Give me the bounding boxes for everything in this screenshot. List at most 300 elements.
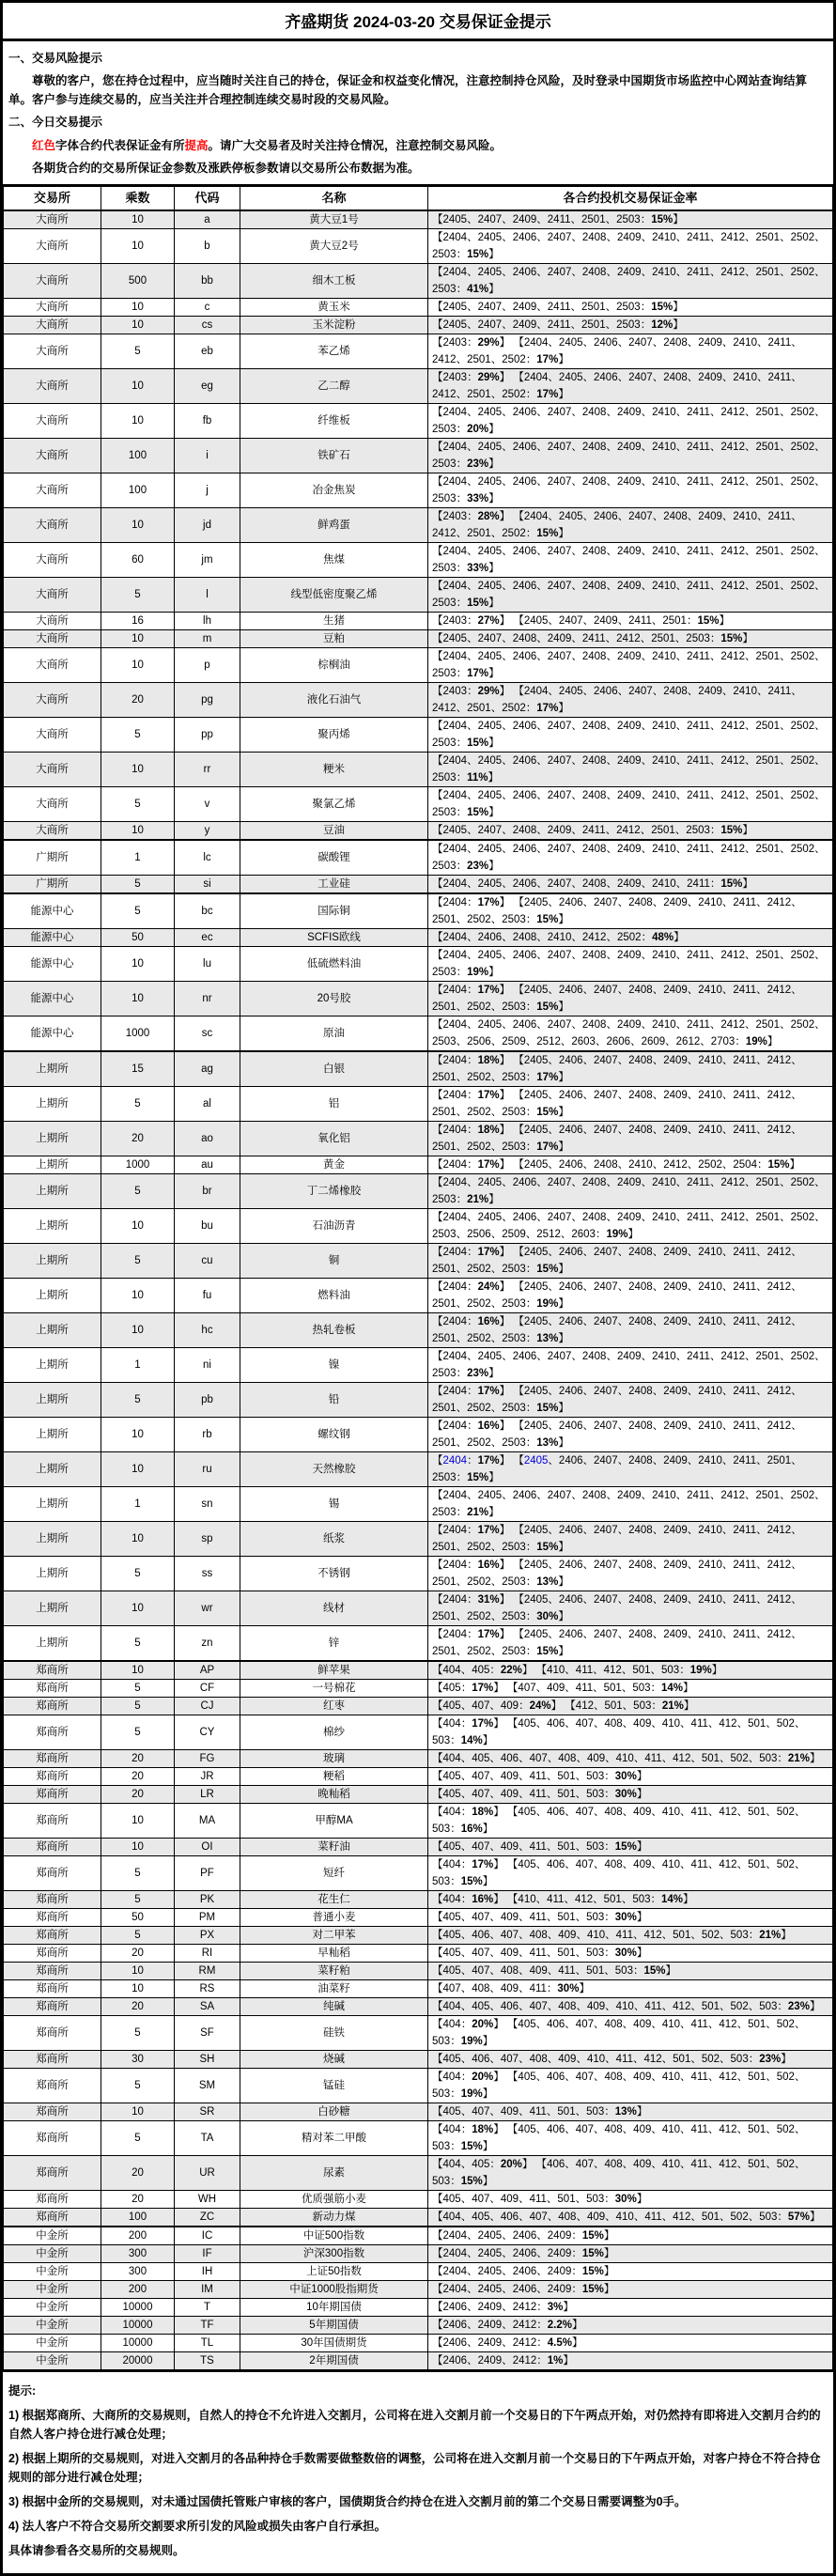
contract-month: 409 [558,2054,577,2066]
margin-rate-value: 13% [536,1437,559,1450]
contract-month: 2407 [547,476,572,489]
contract-month: 405 [442,1948,461,1960]
margin-rate-value: 15% [460,1876,483,1888]
margin-rates-cell: 【2404：17%】 【2405、2406、2407、2408、2409、2410、2411、2412、2501、2502、2503：15%】 [428,1522,833,1557]
contract-month: 405 [442,2054,461,2066]
name-cell: 沪深300指数 [240,2245,428,2263]
name-cell: 燃料油 [240,1279,428,1313]
contract-month: 501 [586,1965,605,1978]
contract-month: 407 [575,1718,594,1730]
contract-month: 405 [472,2211,490,2224]
contract-month: 2407 [594,1629,618,1641]
multiplier-cell: 10 [101,630,175,648]
contract-month: 501 [748,2019,766,2031]
margin-rate-value: 13% [614,2106,637,2118]
table-row [4,630,833,648]
contract-month: 2502 [467,1542,491,1554]
contract-month: 2410 [698,1594,722,1606]
contract-month: 2501 [432,914,457,926]
contract-month: 2502 [467,1646,491,1658]
contract-month: 407 [472,1948,490,1960]
contract-month: 406 [472,2054,490,2066]
contract-month: 411 [690,2019,708,2031]
contract-month: 2405 [558,372,583,384]
contract-month: 501 [748,1718,766,1730]
contract-month: 409 [500,1771,519,1783]
margin-rate-value: 15% [460,2176,483,2188]
contract-month: 2408 [628,1247,653,1259]
margin-rates-cell: 【404：20%】 【405、406、407、408、409、410、411、412、501、502、503：19%】 [428,2069,833,2103]
margin-rate-value: 3% [547,2302,564,2314]
table-row [4,2121,833,2156]
contract-month: 2407 [547,755,572,768]
contract-month: 2501 [467,389,491,401]
table-row [4,473,833,508]
contract-month: 2404 [442,476,468,489]
contract-month: 2409 [616,476,642,489]
contract-month: 2412 [512,2320,537,2332]
multiplier-cell: 10 [101,1313,175,1348]
column-header-name: 名称 [240,186,428,211]
multiplier-cell: 5 [101,1557,175,1591]
code-cell: fu [175,1279,240,1313]
contract-month: 2501 [755,790,781,802]
contract-month: 2412 [432,528,457,540]
code-cell: OI [175,1839,240,1856]
contract-month: 2412 [432,389,457,401]
code-cell: y [175,822,240,841]
margin-rate-value: 20% [467,424,489,436]
contract-month: 2503 [502,1298,526,1311]
contract-month: 501 [557,1912,576,1924]
contract-month: 411 [615,2054,633,2066]
contract-month: 407 [575,2159,594,2171]
contract-month: 2503 [432,284,457,296]
margin-rate-value: 15% [720,633,743,645]
contract-month: 2409 [616,1351,642,1363]
exchange-cell: 大商所 [4,787,101,822]
multiplier-cell: 30 [101,2051,175,2069]
contract-month: 2502 [502,528,526,540]
table-row [4,1348,833,1383]
contract-month: 2405 [523,615,549,628]
contract-month: 2501 [755,651,781,663]
multiplier-cell: 10 [101,1279,175,1313]
contract-month: 407 [500,1930,519,1942]
multiplier-cell: 10 [101,229,175,264]
contract-month: 407 [575,2019,594,2031]
multiplier-cell: 20 [101,1750,175,1768]
contract-month: 2406 [512,1019,537,1032]
contract-month: 2409 [547,633,572,645]
multiplier-cell: 5 [101,1856,175,1891]
contract-month: 2503 [432,772,457,784]
multiplier-cell: 5 [101,1087,175,1122]
margin-rate-value: 15% [767,1159,790,1172]
contract-month: 2411 [733,1055,757,1067]
margin-rates-cell: 【2405、2407、2408、2409、2411、2412、2501、2503：15%】 [428,822,833,841]
contract-month: 2412 [766,1594,792,1606]
exchange-cell: 中金所 [4,2352,101,2371]
margin-rate-value: 15% [536,1264,559,1276]
contract-month: 2406 [558,1316,583,1328]
multiplier-cell: 10 [101,753,175,787]
contract-month: 2404 [442,1212,468,1224]
contract-month: 2411 [687,755,710,768]
exchange-cell: 郑商所 [4,1661,101,1680]
table-row [4,2227,833,2245]
margin-rates-cell: 【2405、2407、2409、2411、2501、2503：15%】 [428,299,833,317]
exchange-cell: 大商所 [4,299,101,317]
contract-month: 2410 [652,1490,676,1502]
margin-rate-value: 30% [614,1912,637,1924]
margin-rate-value: 15% [536,1542,559,1554]
contract-month: 2405 [477,442,503,454]
contract-month: 2501 [755,721,781,733]
exchange-cell: 上期所 [4,1279,101,1313]
contract-month: 2501 [467,703,491,715]
exchange-cell: 郑商所 [4,2156,101,2191]
margin-rate-value: 15% [720,878,743,891]
contract-month: 2408 [512,633,537,645]
contract-month: 2410 [652,950,676,962]
contract-month: 2407 [628,686,653,698]
multiplier-cell: 10 [101,1963,175,1980]
contract-month: 2411 [687,1212,710,1224]
contract-month: 2404 [523,511,549,523]
multiplier-cell: 10 [101,1661,175,1680]
multiplier-cell: 1 [101,1487,175,1522]
margin-rates-cell: 【2404：17%】 【2405、2406、2407、2408、2409、2410、2411、2412、2501、2502、2503：15%】 [428,893,833,929]
contract-month: 406 [472,1930,490,1942]
multiplier-cell: 300 [101,2245,175,2263]
contract-month: 502 [730,1753,749,1765]
code-cell: RS [175,1980,240,1998]
code-cell: T [175,2299,240,2317]
margin-rates-cell: 【2403：29%】 【2404、2405、2406、2407、2408、2409、2410、2411、2412、2501、2502：17%】 [428,369,833,404]
contract-month: 2411 [687,790,710,802]
contract-month: 407 [529,2211,548,2224]
contract-month: 2703 [710,1036,735,1048]
contract-month: 2405 [477,2248,503,2260]
contract-month: 2406 [594,372,618,384]
contract-month: 503 [614,1965,633,1978]
contract-month: 2410 [698,897,722,909]
contract-month: 2410 [698,1125,722,1137]
contract-month: 2406 [512,1351,537,1363]
contract-month: 408 [604,2159,623,2171]
contract-month: 2503 [502,914,526,926]
contract-month: 503 [432,1823,451,1836]
contract-month: 2404 [442,1281,468,1294]
contract-month: 501 [748,2072,766,2084]
contract-month: 407 [472,2106,490,2118]
contract-month: 408 [604,2072,623,2084]
margin-rate-value: 15% [581,2230,604,2242]
contract-month: 410 [661,2124,681,2136]
table-row [4,1909,833,1927]
name-cell: 晚籼稻 [240,1786,428,1804]
code-cell: PX [175,1927,240,1945]
margin-rates-cell: 【407、408、409、411：30%】 [428,1980,833,1998]
name-cell: 冶金焦炭 [240,473,428,508]
contract-month: 409 [500,1700,519,1713]
margin-rate-value: 21% [661,1700,684,1713]
name-cell: 烧碱 [240,2051,428,2069]
contract-month: 501 [603,1683,622,1695]
contract-month: 410 [547,1665,565,1677]
contract-month: 2406 [558,1455,583,1467]
margin-rates-cell: 【2404、2405、2406、2407、2408、2409、2410、2411、2412、2501、2502、2503：41%】 [428,264,833,299]
margin-rate-value: 15% [651,302,673,314]
contract-month: 2407 [547,546,572,558]
contract-month: 2409 [663,1090,688,1102]
contract-month: 2407 [594,1525,618,1537]
code-cell: bc [175,893,240,929]
contract-month: 2410 [652,755,676,768]
contract-month: 2411 [733,1386,757,1398]
contract-month: 2406 [512,546,537,558]
contract-month: 2407 [628,337,653,349]
contract-month: 405 [442,1841,461,1854]
contract-month: 2410 [698,1455,722,1467]
name-cell: 不锈钢 [240,1557,428,1591]
contract-month: 412 [673,1753,691,1765]
name-cell: 黄大豆2号 [240,229,428,264]
contract-month: 501 [557,1771,576,1783]
margin-rate-value: 30% [614,1789,637,1801]
contract-month: 2408 [581,476,607,489]
contract-month: 2405 [523,1386,549,1398]
multiplier-cell: 15 [101,1051,175,1087]
multiplier-cell: 20 [101,683,175,718]
contract-month: 2412 [720,442,745,454]
contract-month: 412 [719,1807,737,1819]
contract-month: 2407 [594,1455,618,1467]
margin-rates-cell: 【2405、2407、2408、2409、2411、2412、2501、2503：15%】 [428,630,833,648]
contract-month: 2405 [442,214,468,226]
contract-month: 2404 [442,2266,468,2278]
code-cell: bu [175,1209,240,1244]
margin-rate-value: 17% [477,897,500,909]
margin-rate-value: 23% [759,2054,782,2066]
contract-month: 2503 [502,1646,526,1658]
multiplier-cell: 100 [101,439,175,473]
contract-month: 404 [442,2001,461,2013]
contract-month: 2502 [790,581,815,593]
footer-note: 3) 根据中金所的交易规则，对未通过国债托管账户审核的客户，国债期货合约持仓在进入交割月前的第二个交易日需要调整为0手。 [8,2495,687,2509]
name-cell: 石油沥青 [240,1209,428,1244]
contract-month: 2512 [536,1229,561,1241]
contract-month: 2501 [755,950,781,962]
exchange-cell: 大商所 [4,264,101,299]
code-cell: a [175,210,240,229]
code-cell: TF [175,2317,240,2335]
red-text-fragment: 红色 [32,138,56,152]
contract-month: 2408 [581,1351,607,1363]
multiplier-cell: 5 [101,893,175,929]
name-cell: 工业硅 [240,876,428,894]
table-row [4,543,833,578]
table-row [4,1174,833,1209]
red-highlight-line [8,137,828,155]
margin-rates-cell: 【404：20%】 【405、406、407、408、409、410、411、412、501、502、503：19%】 [428,2016,833,2051]
contract-month: 2503 [502,1437,526,1450]
code-cell: rb [175,1418,240,1452]
contract-month: 2404 [442,1019,468,1032]
table-row [4,876,833,894]
contract-month: 502 [776,2159,795,2171]
margin-rates-cell: 【405、407、409、411、501、503：30%】 [428,1786,833,1804]
contract-month: 503 [730,2054,749,2066]
margin-rates-cell: 【404、405、406、407、408、409、410、411、412、501、502、503：57%】 [428,2209,833,2227]
contract-month: 408 [558,1753,577,1765]
code-cell: nr [175,982,240,1016]
contract-month: 2404 [442,1125,468,1137]
contract-month: 501 [748,1807,766,1819]
code-cell: TL [175,2335,240,2352]
contract-month: 407 [529,2001,548,2013]
contract-month: 405 [442,1683,461,1695]
contract-month: 2412 [766,1316,792,1328]
contract-month: 2411 [767,372,792,384]
contract-month: 412 [603,1665,622,1677]
name-cell: 玻璃 [240,1750,428,1768]
multiplier-cell: 100 [101,473,175,508]
multiplier-cell: 100 [101,2209,175,2227]
contract-month: 405 [442,1930,461,1942]
table-row [4,1209,833,1244]
contract-month: 502 [730,2211,749,2224]
contract-month: 409 [633,2124,652,2136]
exchange-cell: 大商所 [4,210,101,229]
exchange-cell: 郑商所 [4,1998,101,2016]
contract-month: 412 [719,1859,737,1871]
contract-month: 2412 [720,232,745,244]
exchange-cell: 郑商所 [4,1891,101,1909]
contract-month: 2404 [442,407,468,419]
multiplier-cell: 10000 [101,2317,175,2335]
contract-month: 502 [776,1718,795,1730]
contract-month: 2408 [628,1090,653,1102]
contract-month: 2405 [523,1125,549,1137]
name-cell: 棉纱 [240,1715,428,1750]
contract-month: 2408 [581,950,607,962]
contract-month: 2410 [652,546,676,558]
contract-month: 2408 [594,1159,618,1172]
contract-month: 2404 [442,2284,468,2296]
column-header-multiplier: 乘数 [101,186,175,211]
contract-month: 405 [518,2072,536,2084]
margin-rate-table [3,184,833,2372]
contract-month: 2410 [652,232,676,244]
margin-rate-value: 17% [477,1455,500,1467]
contract-month: 410 [661,2019,681,2031]
name-cell: 线型低密度聚乙烯 [240,578,428,613]
exchange-cell: 大商所 [4,753,101,787]
contract-month: 408 [529,2054,548,2066]
code-cell: hc [175,1313,240,1348]
exchange-cell: 上期所 [4,1522,101,1557]
contract-month: 2404 [442,932,468,944]
contract-month: 408 [558,2001,577,2013]
contract-month: 2410 [652,1212,676,1224]
contract-month: 2410 [652,581,676,593]
name-cell: 新动力煤 [240,2209,428,2227]
contract-month: 2405 [477,2230,503,2242]
exchange-cell: 上期所 [4,1487,101,1522]
multiplier-cell: 10 [101,1591,175,1626]
multiplier-cell: 5 [101,578,175,613]
contract-month: 407 [529,1753,548,1765]
contract-month: 406 [500,1753,519,1765]
contract-month: 2407 [594,897,618,909]
contract-month: 2501 [432,1072,457,1084]
multiplier-cell: 5 [101,876,175,894]
margin-rate-value: 23% [467,861,489,873]
name-cell: 甲醇MA [240,1804,428,1839]
name-cell: 氧化铝 [240,1122,428,1156]
contract-month: 2407 [477,302,503,314]
code-cell: pp [175,718,240,753]
code-cell: jm [175,543,240,578]
multiplier-cell: 50 [101,1909,175,1927]
contract-month: 408 [500,1965,519,1978]
contract-month: 2404 [442,1629,468,1641]
contract-month: 503 [632,1894,651,1906]
contract-month: 2503 [616,302,641,314]
contract-month: 2408 [663,337,688,349]
code-cell: TS [175,2352,240,2371]
red-text-fragment: 提高 [184,138,209,152]
table-row [4,2156,833,2191]
name-cell: 红枣 [240,1698,428,1715]
code-cell: SA [175,1998,240,2016]
contract-month: 2406 [512,878,537,891]
contract-month: 2404 [442,1247,468,1259]
contract-month: 2409 [663,1525,688,1537]
contract-month: 2404 [442,1525,468,1537]
code-cell: JR [175,1768,240,1786]
contract-month: 2410 [652,721,676,733]
contract-month: 405 [518,1807,536,1819]
contract-month: 501 [701,1753,720,1765]
table-row [4,1945,833,1963]
table-row [4,2352,833,2371]
contract-month: 2502 [790,721,815,733]
contract-month: 2409 [616,1490,642,1502]
name-cell: 鲜鸡蛋 [240,508,428,543]
table-row [4,2281,833,2299]
contract-month: 2503 [432,597,457,610]
multiplier-cell: 200 [101,2281,175,2299]
exchange-cell: 能源中心 [4,929,101,947]
code-cell: UR [175,2156,240,2191]
exchange-cell: 郑商所 [4,1856,101,1891]
margin-rate-value: 33% [467,563,489,575]
contract-month: 2410 [733,337,757,349]
code-cell: ru [175,1452,240,1487]
contract-month: 2411 [767,511,792,523]
exchange-cell: 大商所 [4,508,101,543]
contract-month: 2408 [628,897,653,909]
margin-rates-cell: 【2404、2405、2406、2407、2408、2409、2410、2411、2412、2501、2502、2503：33%】 [428,473,833,508]
table-row [4,1750,833,1768]
margin-rate-value: 29% [477,686,500,698]
contract-month: 2411 [733,1594,757,1606]
multiplier-cell: 10 [101,1452,175,1487]
contract-month: 2408 [581,1019,607,1032]
